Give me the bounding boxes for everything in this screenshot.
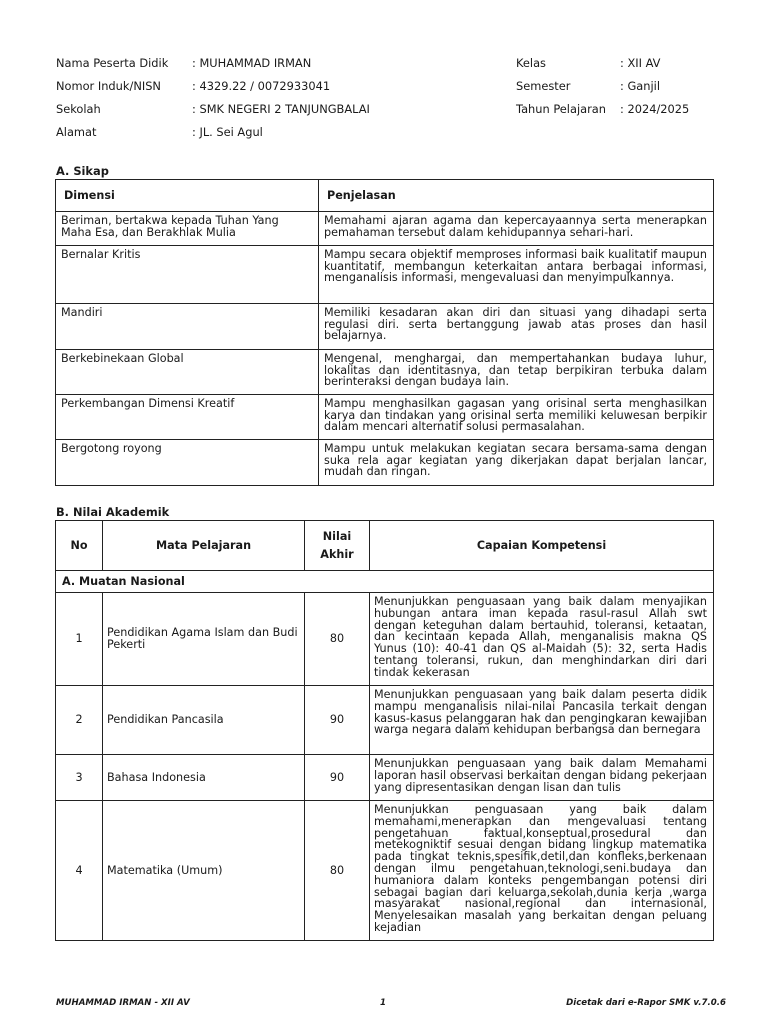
competency-description: Menunjukkan penguasaan yang baik dalam menyajikan hubungan antara iman kepada rasul-rasul Allah swt dengan keteguhan dalam bertauhid, toleransi, ketaatan, dan kecintaan kepada Allah, menganalisis makna QS Yunus (10): 40-41 dan QS al-Maidah (5): 32, serta Hadis tentang toleransi, rukun, dan menghindarkan diri dari tindak kekerasan (370, 593, 714, 686)
table-row (56, 212, 714, 246)
dimensi-cell: Bergotong royong (56, 440, 319, 486)
column-header-mata-pelajaran: Mata Pelajaran (103, 521, 305, 571)
footer-page-number: 1 (380, 998, 386, 1008)
table-header-row (56, 180, 714, 212)
identity-value: : 4329.22 / 0072933041 (192, 79, 331, 93)
section-sikap-title: A. Sikap (56, 164, 109, 178)
identity-value: : 2024/2025 (620, 102, 690, 116)
footer-student: MUHAMMAD IRMAN - XII AV (56, 998, 190, 1008)
dimensi-cell: Mandiri (56, 304, 319, 350)
column-header-penjelasan: Penjelasan (319, 180, 714, 212)
column-header-nilai-akhir: Nilai Akhir (305, 521, 370, 571)
row-number: 3 (56, 755, 103, 801)
row-number: 4 (56, 801, 103, 941)
final-score: 90 (305, 755, 370, 801)
identity-label: Tahun Pelajaran (516, 102, 606, 116)
table-row (56, 801, 714, 941)
sikap-table (55, 179, 714, 486)
footer-print-info: Dicetak dari e-Rapor SMK v.7.0.6 (566, 998, 726, 1008)
penjelasan-cell: Memahami ajaran agama dan kepercayaannya serta menerapkan pemahaman tersebut dalam kehidupannya sehari-hari. (319, 212, 714, 246)
identity-label: Sekolah (56, 102, 101, 116)
table-row (56, 304, 714, 350)
nilai-akademik-table (55, 520, 714, 941)
subject-name: Bahasa Indonesia (103, 755, 305, 801)
penjelasan-cell: Mampu menghasilkan gagasan yang orisinal serta menghasilkan karya dan tindakan yang orisinal serta memiliki keluwesan berpikir dalam mencari alternatif solusi permasalahan. (319, 395, 714, 440)
identity-value: : Ganjil (620, 79, 660, 93)
dimensi-cell: Berkebinekaan Global (56, 350, 319, 395)
identity-label: Kelas (516, 56, 546, 70)
competency-description: Menunjukkan penguasaan yang baik dalam memahami,menerapkan dan mengevaluasi tentang pengetahuan faktual,konseptual,prosedural dan metekogniktif sesuai dengan bidang lingkup matematika pada tingkat teknis,spesifik,detil,dan konfleks,berkenaan dengan ilmu pengetahuan,teknologi,seni.budaya dan humaniora dalam konteks pengembangan potensi diri sebagai bagian dari keluarga,sekolah,dunia kerja ,warga masyarakat nasional,regional dan internasional, Menyelesaikan masalah yang berkaitan dengan peluang kejadian (370, 801, 714, 941)
page-footer (56, 998, 726, 1010)
dimensi-cell: Bernalar Kritis (56, 246, 319, 304)
table-row (56, 755, 714, 801)
penjelasan-cell: Memiliki kesadaran akan diri dan situasi yang dihadapi serta regulasi diri. serta bertanggung jawab atas proses dan hasil belajarnya. (319, 304, 714, 350)
identity-value: : XII AV (620, 56, 661, 70)
table-row (56, 440, 714, 486)
row-number: 1 (56, 593, 103, 686)
table-header-row (56, 521, 714, 571)
table-row (56, 350, 714, 395)
identity-label: Alamat (56, 125, 97, 139)
competency-description: Menunjukkan penguasaan yang baik dalam Memahami laporan hasil observasi berkaitan dengan bidang pekerjaan yang dipresentasikan dengan lisan dan tulis (370, 755, 714, 801)
identity-value: : JL. Sei Agul (192, 125, 263, 139)
table-row (56, 246, 714, 304)
identity-label: Nama Peserta Didik (56, 56, 169, 70)
section-akademik-title: B. Nilai Akademik (56, 505, 170, 519)
identity-label: Semester (516, 79, 571, 93)
identity-label: Nomor Induk/NISN (56, 79, 161, 93)
table-row (56, 593, 714, 686)
penjelasan-cell: Mampu untuk melakukan kegiatan secara bersama-sama dengan suka rela agar kegiatan yang dikerjakan dapat berjalan lancar, mudah dan ringan. (319, 440, 714, 486)
column-header-dimensi: Dimensi (56, 180, 319, 212)
final-score: 80 (305, 801, 370, 941)
final-score: 90 (305, 686, 370, 755)
group-label-muatan-nasional: A. Muatan Nasional (56, 571, 714, 593)
subject-name: Pendidikan Pancasila (103, 686, 305, 755)
table-row (56, 686, 714, 755)
competency-description: Menunjukkan penguasaan yang baik dalam peserta didik mampu menganalisis nilai-nilai Pancasila terkait dengan kasus-kasus pelanggaran hak dan pengingkaran kewajiban warga negara dalam kehidupan berbangsa dan bernegara (370, 686, 714, 755)
dimensi-cell: Beriman, bertakwa kepada Tuhan Yang Maha Esa, dan Berakhlak Mulia (56, 212, 319, 246)
column-header-no: No (56, 521, 103, 571)
dimensi-cell: Perkembangan Dimensi Kreatif (56, 395, 319, 440)
row-number: 2 (56, 686, 103, 755)
identity-value: : MUHAMMAD IRMAN (192, 56, 312, 70)
final-score: 80 (305, 593, 370, 686)
group-row (56, 571, 714, 593)
subject-name: Matematika (Umum) (103, 801, 305, 941)
penjelasan-cell: Mampu secara objektif memproses informasi baik kualitatif maupun kuantitatif, membangun keterkaitan antara berbagai informasi, menganalisis informasi, mengevaluasi dan menyimpulkannya. (319, 246, 714, 304)
penjelasan-cell: Mengenal, menghargai, dan mempertahankan budaya luhur, lokalitas dan identitasnya, dan tetap berpikiran terbuka dalam berinteraksi dengan budaya lain. (319, 350, 714, 395)
subject-name: Pendidikan Agama Islam dan Budi Pekerti (103, 593, 305, 686)
table-row (56, 395, 714, 440)
identity-value: : SMK NEGERI 2 TANJUNGBALAI (192, 102, 370, 116)
column-header-capaian-kompetensi: Capaian Kompetensi (370, 521, 714, 571)
